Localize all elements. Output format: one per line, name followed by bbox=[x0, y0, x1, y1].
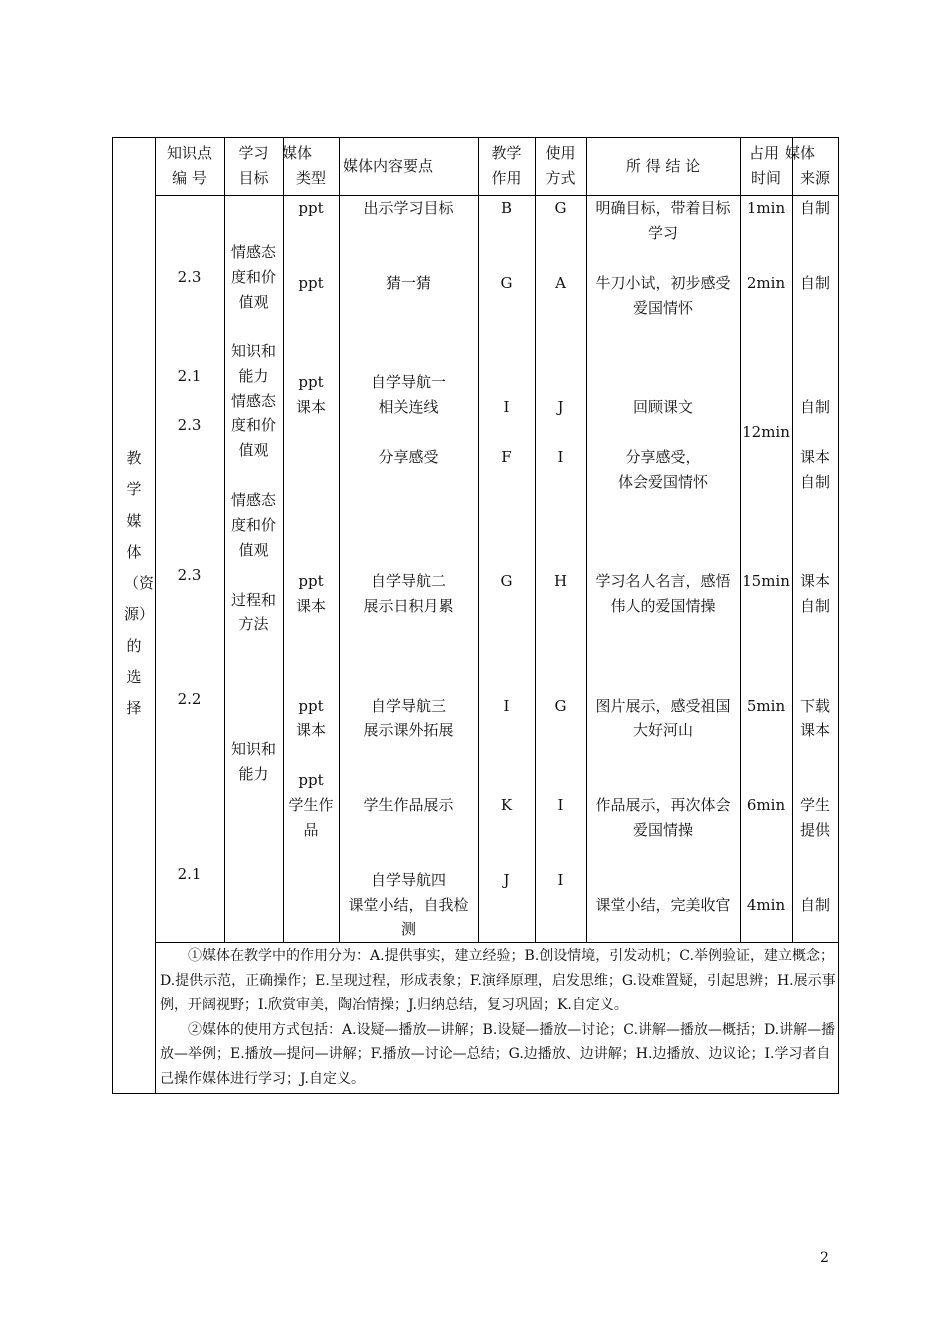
conclusion-text: 学习 bbox=[647, 224, 678, 242]
header-media-type-line1: 媒体 bbox=[281, 144, 312, 162]
teaching-role: I bbox=[503, 398, 510, 416]
goal-text: 度和价 bbox=[230, 416, 276, 434]
header-usage-line1: 使用 bbox=[545, 144, 576, 162]
usage-method: G bbox=[554, 697, 567, 715]
conclusion-text: 作品展示，再次体会 bbox=[595, 796, 731, 814]
media-type: ppt bbox=[298, 274, 324, 292]
media-source: 自制 bbox=[799, 398, 830, 416]
content-point: 猜一猜 bbox=[385, 274, 431, 292]
time-used: 2min bbox=[746, 274, 786, 292]
goal-text: 方法 bbox=[238, 615, 269, 633]
media-type: ppt bbox=[298, 199, 324, 217]
time-used: 4min bbox=[746, 896, 786, 914]
media-type: 课本 bbox=[295, 398, 326, 416]
kp-number: 2.1 bbox=[177, 367, 202, 385]
goal-text: 值观 bbox=[238, 441, 269, 459]
header-goal-line2: 目标 bbox=[238, 169, 269, 187]
content-point: 课堂小结，自我检 bbox=[348, 896, 469, 914]
teaching-role: G bbox=[500, 572, 513, 590]
header-source-line1: 媒体 bbox=[784, 144, 815, 162]
media-source: 自制 bbox=[799, 473, 830, 491]
goal-text: 值观 bbox=[238, 541, 269, 559]
time-used: 15min bbox=[742, 572, 790, 590]
kp-number: 2.3 bbox=[177, 268, 202, 286]
conclusion-text: 课堂小结，完美收官 bbox=[595, 896, 731, 914]
content-point: 自学导航一 bbox=[370, 373, 446, 391]
content-point: 测 bbox=[400, 920, 416, 938]
usage-method: I bbox=[557, 448, 564, 466]
page-number: 2 bbox=[820, 1250, 829, 1266]
goal-text: 过程和 bbox=[230, 591, 276, 609]
content-point: 展示课外拓展 bbox=[363, 721, 454, 739]
header-kp-no-line1: 知识点 bbox=[166, 144, 212, 162]
content-point: 相关连线 bbox=[378, 398, 439, 416]
conclusion-text: 体会爱国情怀 bbox=[617, 473, 708, 491]
goal-text: 值观 bbox=[238, 293, 269, 311]
table-border-bottom bbox=[112, 1093, 839, 1094]
header-goal-line1: 学习 bbox=[238, 144, 269, 162]
header-role-line1: 教学 bbox=[491, 144, 522, 162]
media-type: ppt bbox=[298, 373, 324, 391]
goal-text: 情感态 bbox=[230, 392, 276, 410]
time-used: 6min bbox=[746, 796, 786, 814]
media-source: 学生 bbox=[799, 796, 830, 814]
media-source: 课本 bbox=[799, 572, 830, 590]
column-divider bbox=[535, 137, 536, 943]
table-border-left bbox=[112, 137, 113, 1094]
teaching-role: I bbox=[503, 697, 510, 715]
conclusion-text: 伟人的爱国情操 bbox=[610, 597, 716, 615]
header-source-line2: 来源 bbox=[799, 169, 830, 187]
kp-number: 2.1 bbox=[177, 865, 202, 883]
note-media-roles: ①媒体在教学中的作用分为：A.提供事实，建立经验；B.创设情境，引发动机；C.举例验证，建立概念；D.提供示范，正确操作；E.呈现过程，形成表象；F.演绎原理，启发思维；G.设难置疑，引起思辨；H.展示事例，开阔视野；I.欣赏审美，陶冶情操；J.归纳总结，复习巩固；K.自定义。 bbox=[160, 948, 836, 1013]
goal-text: 知识和 bbox=[230, 740, 276, 758]
goal-text: 能力 bbox=[238, 765, 269, 783]
teaching-role: G bbox=[500, 274, 513, 292]
notes-block bbox=[160, 944, 836, 1091]
kp-number: 2.3 bbox=[177, 566, 202, 584]
media-type: ppt bbox=[298, 697, 324, 715]
media-type: 课本 bbox=[295, 721, 326, 739]
teaching-role: J bbox=[503, 871, 510, 889]
goal-text: 度和价 bbox=[230, 268, 276, 286]
content-point: 学生作品展示 bbox=[363, 796, 454, 814]
column-divider bbox=[478, 137, 479, 943]
goal-text: 情感态 bbox=[230, 243, 276, 261]
teaching-role: K bbox=[500, 796, 513, 814]
table-border-right bbox=[838, 137, 839, 1094]
time-used: 12min bbox=[742, 423, 790, 441]
goal-text: 知识和 bbox=[230, 342, 276, 360]
kp-number: 2.3 bbox=[177, 416, 202, 434]
goal-text: 度和价 bbox=[230, 516, 276, 534]
goal-text: 能力 bbox=[238, 367, 269, 385]
media-source: 课本 bbox=[799, 448, 830, 466]
header-media-type-line2: 类型 bbox=[295, 169, 326, 187]
content-point: 自学导航三 bbox=[370, 697, 446, 715]
media-type: ppt bbox=[298, 572, 324, 590]
media-type: 品 bbox=[303, 821, 319, 839]
conclusion-text: 爱国情怀 bbox=[632, 299, 693, 317]
content-point: 出示学习目标 bbox=[363, 199, 454, 217]
table-border-top bbox=[112, 137, 839, 138]
time-used: 1min bbox=[746, 199, 786, 217]
usage-method: I bbox=[557, 796, 564, 814]
usage-method: A bbox=[555, 274, 566, 292]
media-source: 自制 bbox=[799, 597, 830, 615]
media-type: ppt bbox=[298, 771, 324, 789]
kp-number: 2.2 bbox=[177, 690, 202, 708]
media-source: 自制 bbox=[799, 274, 830, 292]
media-source: 自制 bbox=[799, 896, 830, 914]
header-time-line1: 占用 bbox=[748, 144, 779, 162]
conclusion-text: 学习名人名言，感悟 bbox=[595, 572, 731, 590]
media-source: 下载 bbox=[799, 697, 830, 715]
usage-method: H bbox=[553, 572, 568, 590]
media-type: 课本 bbox=[295, 597, 326, 615]
media-type: 学生作 bbox=[288, 796, 334, 814]
content-point: 自学导航二 bbox=[370, 572, 446, 590]
goal-text: 情感态 bbox=[230, 491, 276, 509]
usage-method: I bbox=[557, 871, 564, 889]
note-usage-methods: ②媒体的使用方式包括：A.设疑—播放—讲解；B.设疑—播放—讨论；C.讲解—播放—概括；D.讲解—播放—举例；E.播放—提问—讲解；F.播放—讨论—总结；G.边播放、边讲解；H.边播放、边议论；I.学习者自己操作媒体进行学习；J.自定义。 bbox=[160, 1021, 836, 1087]
conclusion-text: 明确目标，带着目标 bbox=[595, 199, 731, 217]
time-used: 5min bbox=[746, 697, 786, 715]
header-kp-no-line2: 编 号 bbox=[172, 169, 207, 187]
conclusion-text: 大好河山 bbox=[632, 721, 693, 739]
column-divider bbox=[339, 137, 340, 943]
conclusion-text: 分享感受， bbox=[625, 448, 701, 466]
header-usage-line2: 方式 bbox=[545, 169, 576, 187]
header-role-line2: 作用 bbox=[491, 169, 522, 187]
column-divider bbox=[740, 137, 741, 943]
conclusion-text: 牛刀小试，初步感受 bbox=[595, 274, 731, 292]
header-time-line2: 时间 bbox=[750, 169, 781, 187]
usage-method: J bbox=[557, 398, 564, 416]
header-conclusion: 所 得 结 论 bbox=[625, 157, 701, 175]
content-point: 自学导航四 bbox=[370, 871, 446, 889]
conclusion-text: 图片展示，感受祖国 bbox=[595, 697, 731, 715]
teaching-role: B bbox=[500, 199, 513, 217]
header-content: 媒体内容要点 bbox=[343, 157, 434, 175]
media-source: 自制 bbox=[799, 199, 830, 217]
media-source: 提供 bbox=[799, 821, 830, 839]
conclusion-text: 爱国情操 bbox=[632, 821, 693, 839]
content-point: 分享感受 bbox=[378, 448, 439, 466]
conclusion-text: 回顾课文 bbox=[632, 398, 693, 416]
side-label: 教学媒体（资源）的选择 bbox=[124, 449, 155, 718]
usage-method: G bbox=[554, 199, 567, 217]
notes-divider bbox=[155, 942, 839, 943]
teaching-role: F bbox=[501, 448, 512, 466]
content-point: 展示日积月累 bbox=[363, 597, 454, 615]
media-source: 课本 bbox=[799, 721, 830, 739]
